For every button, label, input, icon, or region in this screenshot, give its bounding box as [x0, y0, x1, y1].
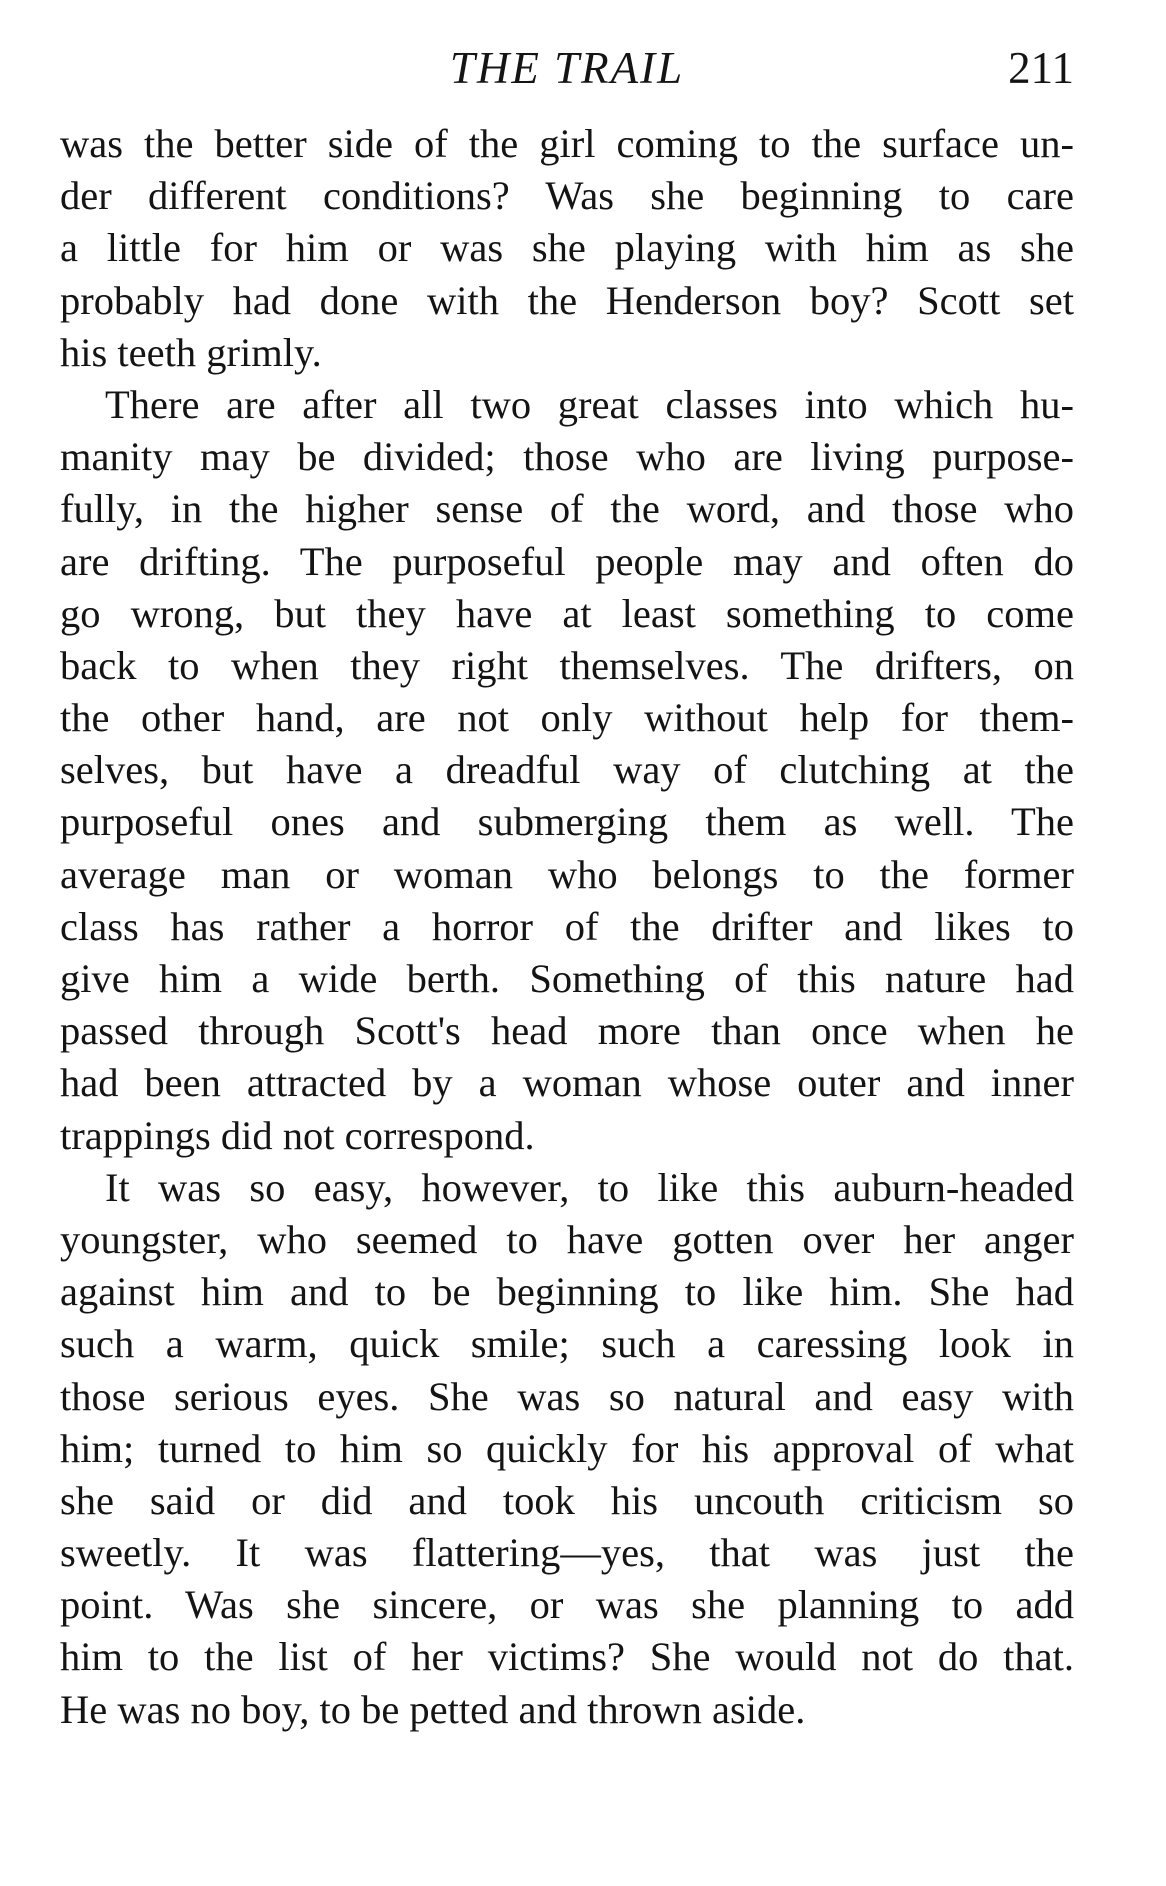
text-line: a little for him or was she playing with him as she [60, 225, 1074, 271]
text-line: had been attracted by a woman whose outer and inner [60, 1060, 1074, 1106]
text-line: she said or did and took his uncouth criticism so [60, 1477, 1074, 1523]
text-line: manity may be divided; those who are living purpose- [60, 434, 1074, 480]
text-line: average man or woman who belongs to the former [60, 851, 1074, 897]
paragraph [60, 1162, 1074, 1736]
text-line: go wrong, but they have at least something to come [60, 590, 1074, 636]
paragraph [60, 379, 1074, 1162]
text-line: probably had done with the Henderson boy? Scott set [60, 277, 1074, 323]
text-line: fully, in the higher sense of the word, and those who [60, 486, 1074, 532]
text-line: him to the list of her victims? She would not do that. [60, 1634, 1074, 1680]
text-line: his teeth grimly. [60, 329, 322, 375]
text-line: those serious eyes. She was so natural and easy with [60, 1373, 1074, 1419]
text-line: are drifting. The purposeful people may and often do [60, 538, 1074, 584]
text-line: sweetly. It was flattering—yes, that was just the [60, 1530, 1074, 1576]
text-line: class has rather a horror of the drifter and likes to [60, 903, 1074, 949]
text-line: was the better side of the girl coming to the surface un- [60, 121, 1074, 166]
text-line: der different conditions? Was she beginning to care [60, 173, 1074, 219]
text-line: trappings did not correspond. [60, 1112, 535, 1158]
text-line: There are after all two great classes into which hu- [105, 381, 1074, 427]
text-line: such a warm, quick smile; such a caressing look in [60, 1321, 1074, 1367]
text-line: against him and to be beginning to like him. She had [60, 1269, 1074, 1315]
text-line: It was so easy, however, to like this auburn-headed [105, 1164, 1074, 1210]
text-line: give him a wide berth. Something of this nature had [60, 956, 1074, 1001]
text-line: passed through Scott's head more than once when he [60, 1008, 1074, 1054]
text-line: purposeful ones and submerging them as well. The [60, 799, 1074, 845]
paragraph [60, 118, 1074, 379]
text-line: youngster, who seemed to have gotten over her anger [60, 1216, 1074, 1262]
text-line: back to when they right themselves. The drifters, on [60, 642, 1074, 688]
text-line: the other hand, are not only without help for them- [60, 695, 1074, 741]
text-line: point. Was she sincere, or was she planning to add [60, 1582, 1074, 1628]
running-title: THE TRAIL [449, 43, 685, 93]
running-head [60, 38, 1074, 98]
body-text [60, 118, 1074, 1736]
text-line: selves, but have a dreadful way of clutching at the [60, 747, 1074, 793]
page-number: 211 [1008, 43, 1074, 93]
text-line: He was no boy, to be petted and thrown aside. [60, 1686, 806, 1732]
text-line: him; turned to him so quickly for his approval of what [60, 1425, 1074, 1471]
